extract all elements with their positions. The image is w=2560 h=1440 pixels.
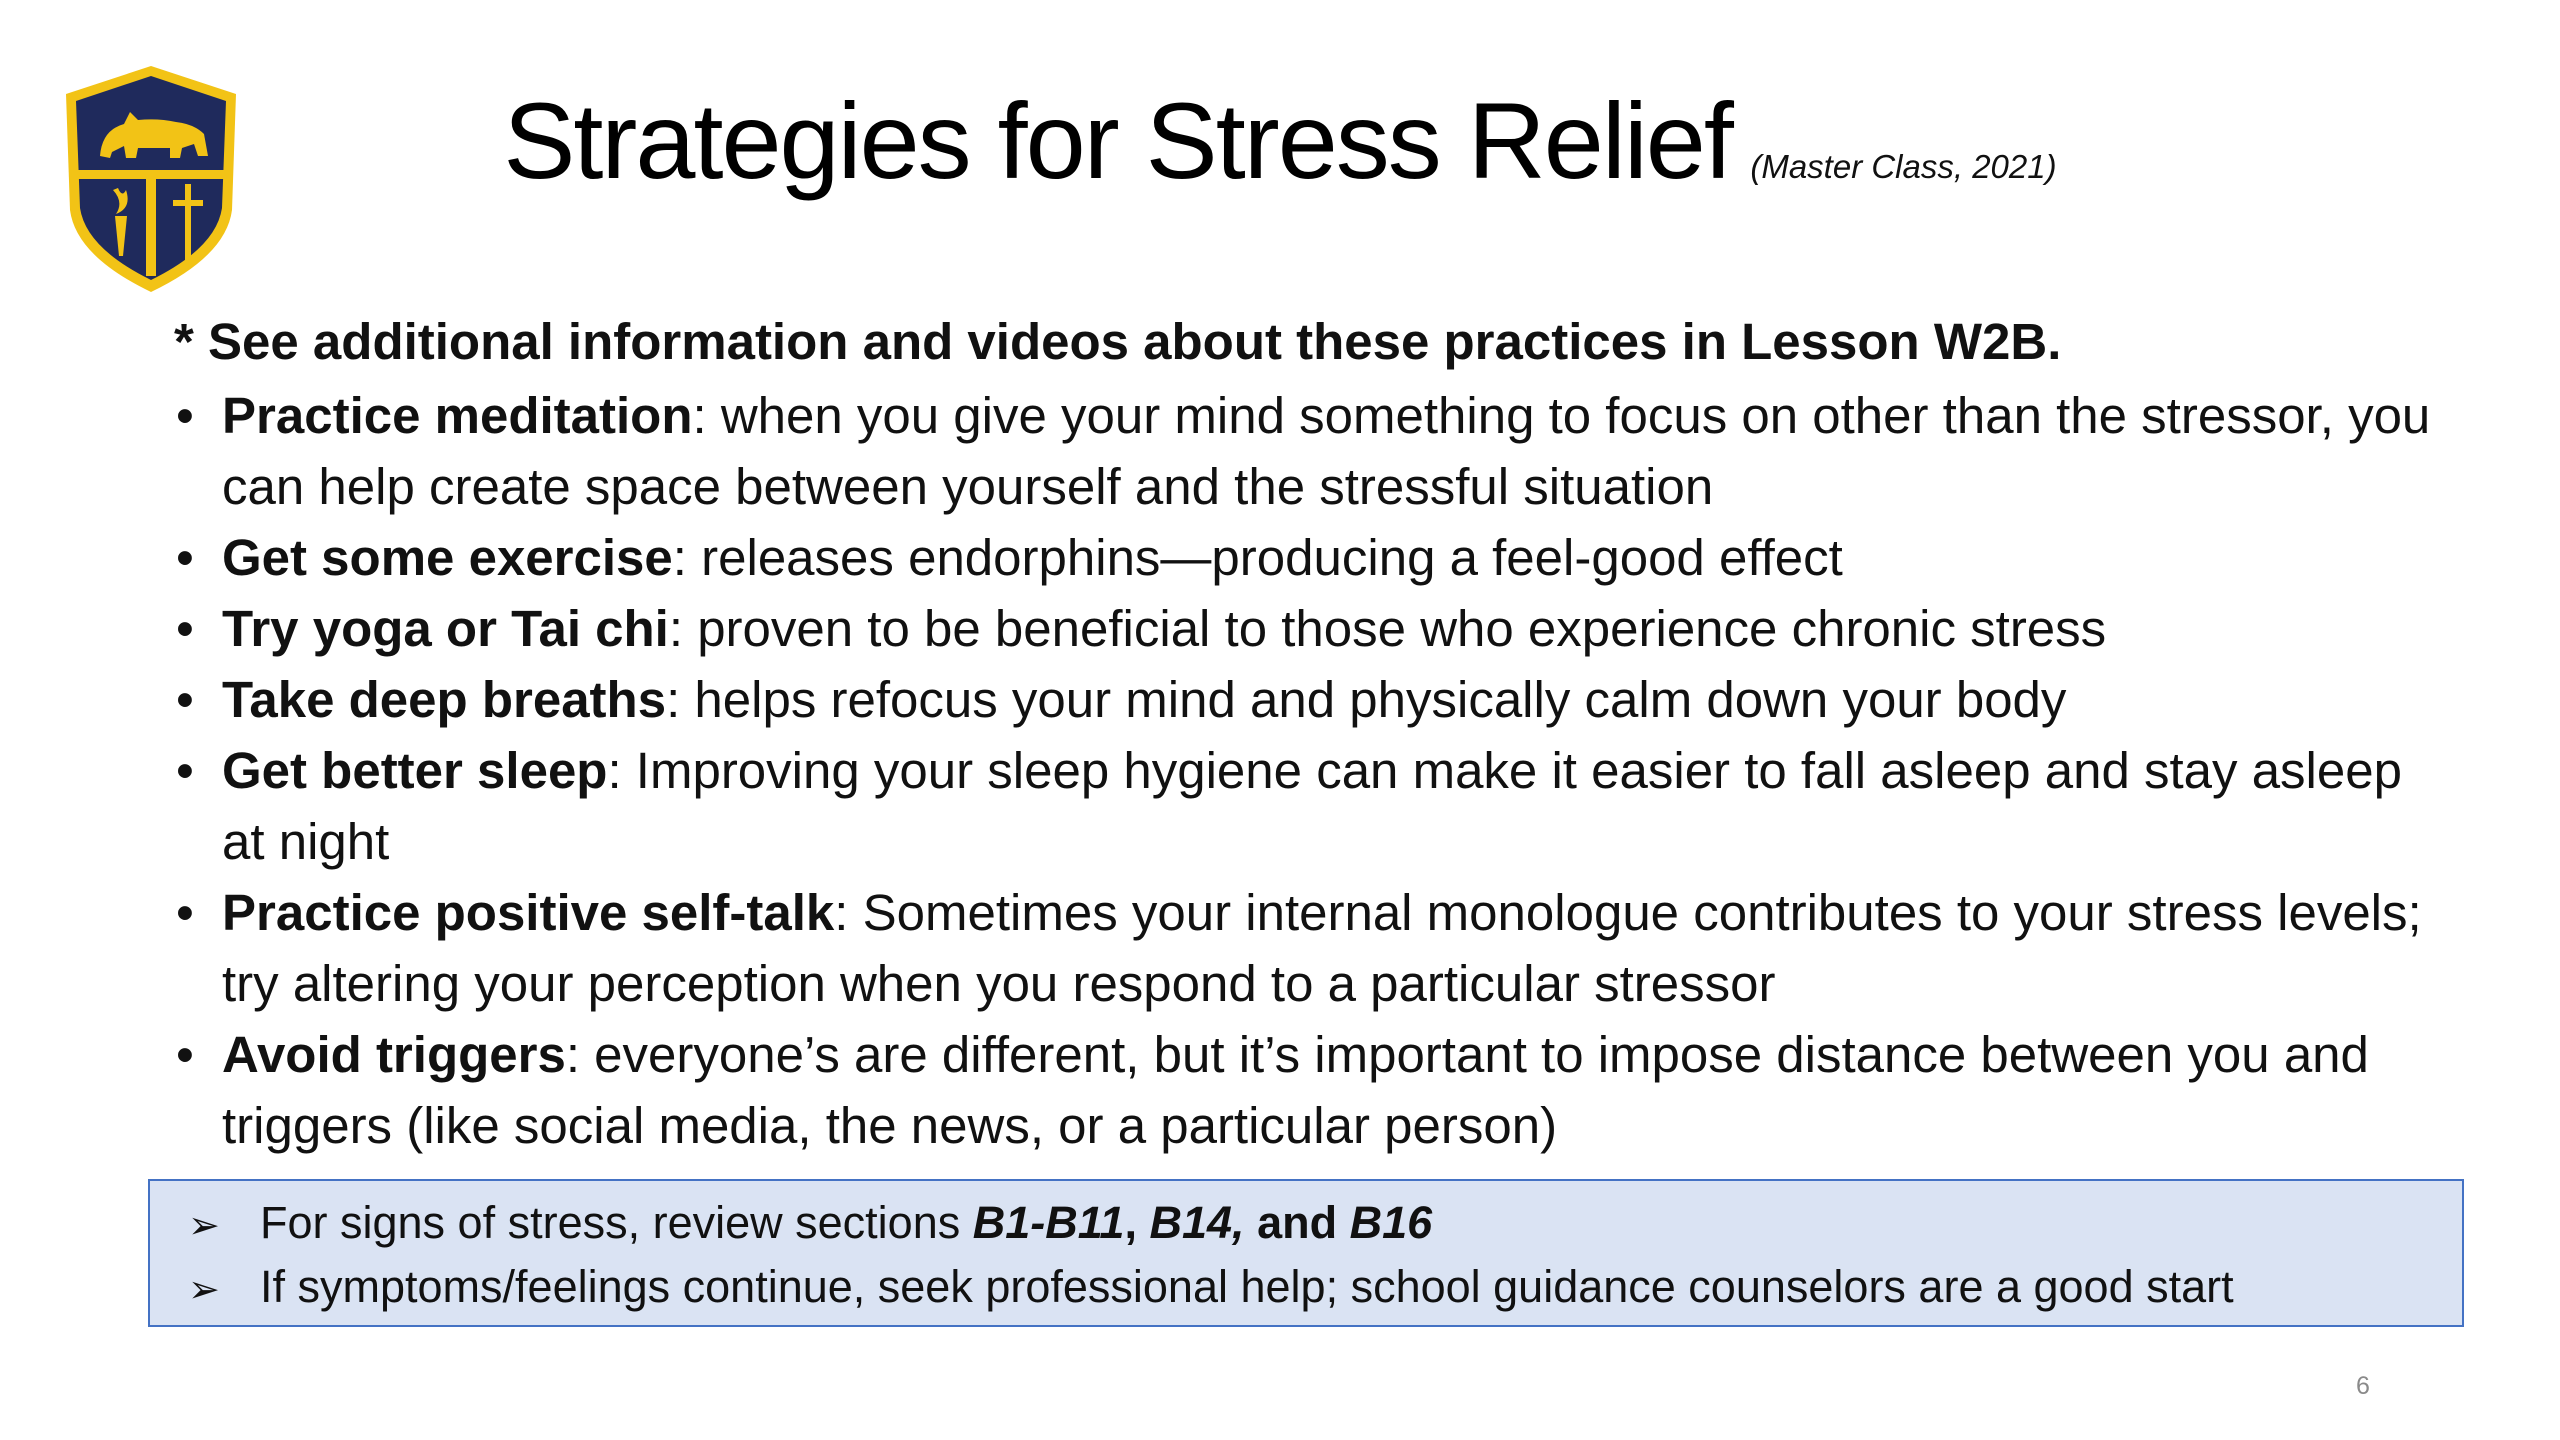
strategy-term: Practice meditation [222, 387, 693, 444]
list-item [176, 1019, 2436, 1161]
bullet-dot: • [176, 1026, 194, 1083]
bullet-dot: • [176, 884, 194, 941]
strategy-term: Take deep breaths [222, 671, 667, 728]
list-item [176, 877, 2436, 1019]
bullet-dot: • [176, 742, 194, 799]
section-ref-separator: , [1124, 1197, 1137, 1248]
title-area [0, 78, 2560, 203]
strategy-term: Get some exercise [222, 529, 673, 586]
list-item [176, 522, 2436, 593]
strategy-term: Try yoga or Tai chi [222, 600, 669, 657]
strategy-term: Practice positive self-talk [222, 884, 835, 941]
bullet-dot: • [176, 387, 194, 444]
page-number: 6 [2356, 1372, 2370, 1400]
strategy-description: : when you give your mind something to focus on other than the stressor, you can help create space between yourself and the stressful situation [222, 387, 2431, 515]
section-ref-b16: B16 [1349, 1197, 1433, 1248]
strategy-term: Avoid triggers [222, 1026, 566, 1083]
lesson-note: * See additional information and videos about these practices in Lesson W2B. [174, 313, 2062, 370]
title-citation: (Master Class, 2021) [1750, 148, 2057, 185]
professional-help-line [188, 1261, 2234, 1313]
list-item [176, 664, 2436, 735]
strategy-description: : helps refocus your mind and physically calm down your body [666, 671, 2067, 728]
bullet-dot: • [176, 600, 194, 657]
section-ref-b14: B14, [1149, 1197, 1245, 1248]
arrow-bullet-icon: ➢ [188, 1267, 220, 1311]
professional-help-text: If symptoms/feelings continue, seek professional help; school guidance counselors are a good start [260, 1261, 2234, 1312]
list-item [176, 380, 2436, 522]
list-item [176, 593, 2436, 664]
section-ref-b1-b11: B1-B11 [972, 1197, 1125, 1248]
arrow-bullet-icon: ➢ [188, 1203, 220, 1247]
strategy-term: Get better sleep [222, 742, 608, 799]
strategy-description: : releases endorphins—producing a feel-good effect [672, 529, 1843, 586]
strategy-description: : Improving your sleep hygiene can make it easier to fall asleep and stay asleep at night [222, 742, 2402, 870]
strategy-description: : Sometimes your internal monologue contributes to your stress levels; try altering your perception when you respond to a particular stressor [222, 884, 2422, 1012]
bullet-dot: • [176, 529, 194, 586]
stress-signs-line [188, 1197, 1432, 1249]
slide-title: Strategies for Stress Relief [503, 80, 1732, 201]
list-item [176, 735, 2436, 877]
section-ref-and: and [1244, 1197, 1350, 1248]
strategies-list [176, 380, 2436, 1161]
bullet-dot: • [176, 671, 194, 728]
strategy-description: : proven to be beneficial to those who experience chronic stress [668, 600, 2107, 657]
info-callout-box [148, 1179, 2464, 1327]
strategy-description: : everyone’s are different, but it’s important to impose distance between you and triggers (like social media, the news, or a particular person) [222, 1026, 2369, 1154]
stress-signs-prefix: For signs of stress, review sections [260, 1197, 973, 1248]
